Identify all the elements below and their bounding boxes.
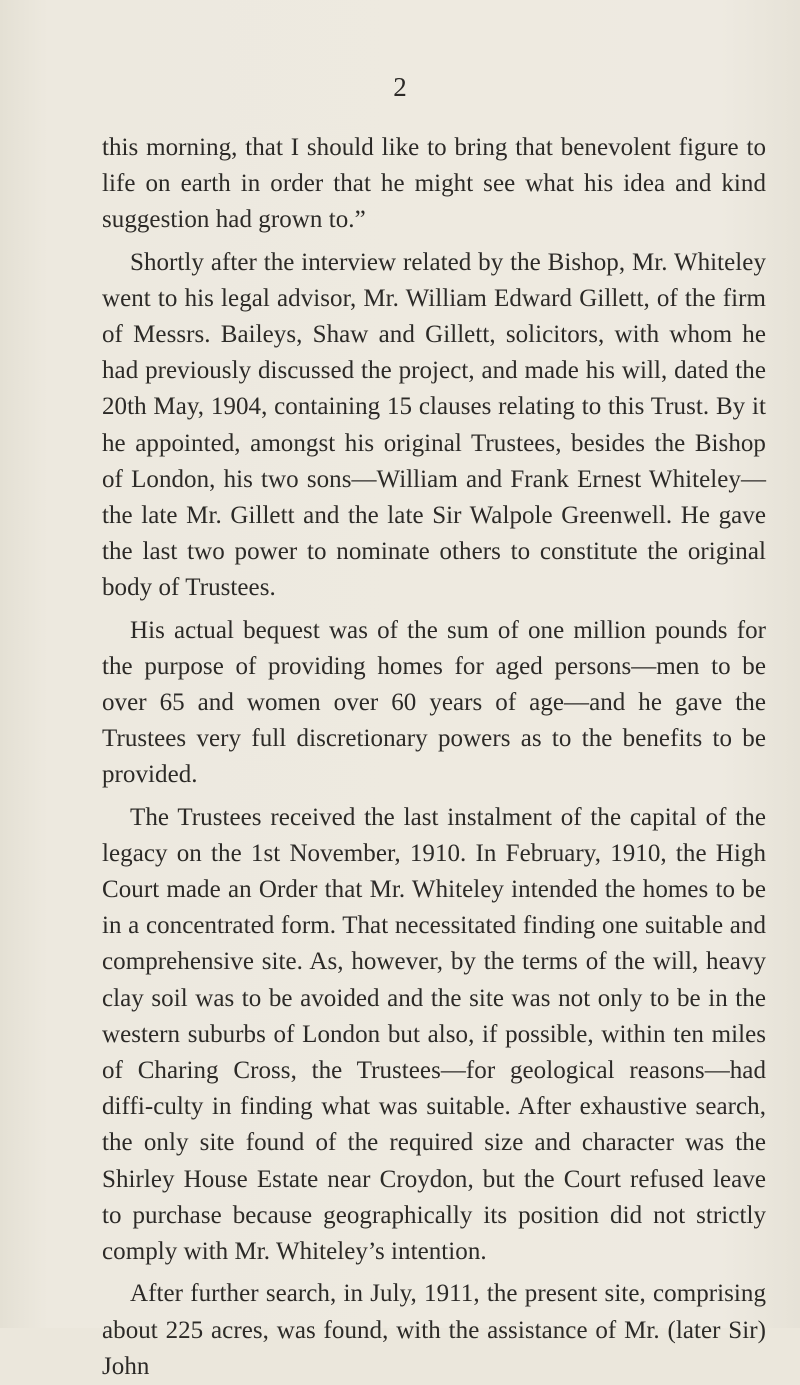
page-number: 2 xyxy=(393,72,407,102)
paragraph: Shortly after the interview related by the Bishop, Mr. Whiteley went to his legal advisor, Mr. William Edward Gillett, of the firm of Messrs. Baileys, Shaw and Gillett, solicitors, with whom he had previously discussed the project, and made his will, dated the 20th May, 1904, containing 15 clauses relating to this Trust. By it he appointed, amongst his original Trustees, besides the Bishop of London, his two sons—William and Frank Ernest Whiteley—the late Mr. Gillett and the late Sir Walpole Greenwell. He gave the last two power to nominate others to constitute the original body of Trustees. xyxy=(102,248,766,602)
paragraph: this morning, that I should like to bring that benevolent figure to life on earth in order that he might see what his idea and kind suggestion had grown to.” xyxy=(102,134,766,234)
paragraph: After further search, in July, 1911, the present site, comprising about 225 acres, was found, with the assistance of Mr. (later Sir) John xyxy=(102,1280,766,1380)
paragraph: His actual bequest was of the sum of one million pounds for the purpose of providing homes for aged persons—men to be over 65 and women over 60 years of age—and he gave the Trustees very full discretionary powers as to the benefits to be provided. xyxy=(102,616,766,789)
body-text xyxy=(102,130,766,1385)
paragraph: The Trustees received the last instalment of the capital of the legacy on the 1st November, 1910. In February, 1910, the High Court made an Order that Mr. Whiteley intended the homes to be in a concentrated form. That necessitated finding one suitable and comprehensive site. As, however, by the terms of the will, heavy clay soil was to be avoided and the site was not only to be in the western suburbs of London but also, if possible, within ten miles of Charing Cross, the Trustees—for geological reasons—had diffi-culty in finding what was suitable. After exhaustive search, the only site found of the required size and character was the Shirley House Estate near Croydon, but the Court refused leave to purchase because geographically its position did not strictly comply with Mr. Whiteley’s intention. xyxy=(102,803,766,1266)
